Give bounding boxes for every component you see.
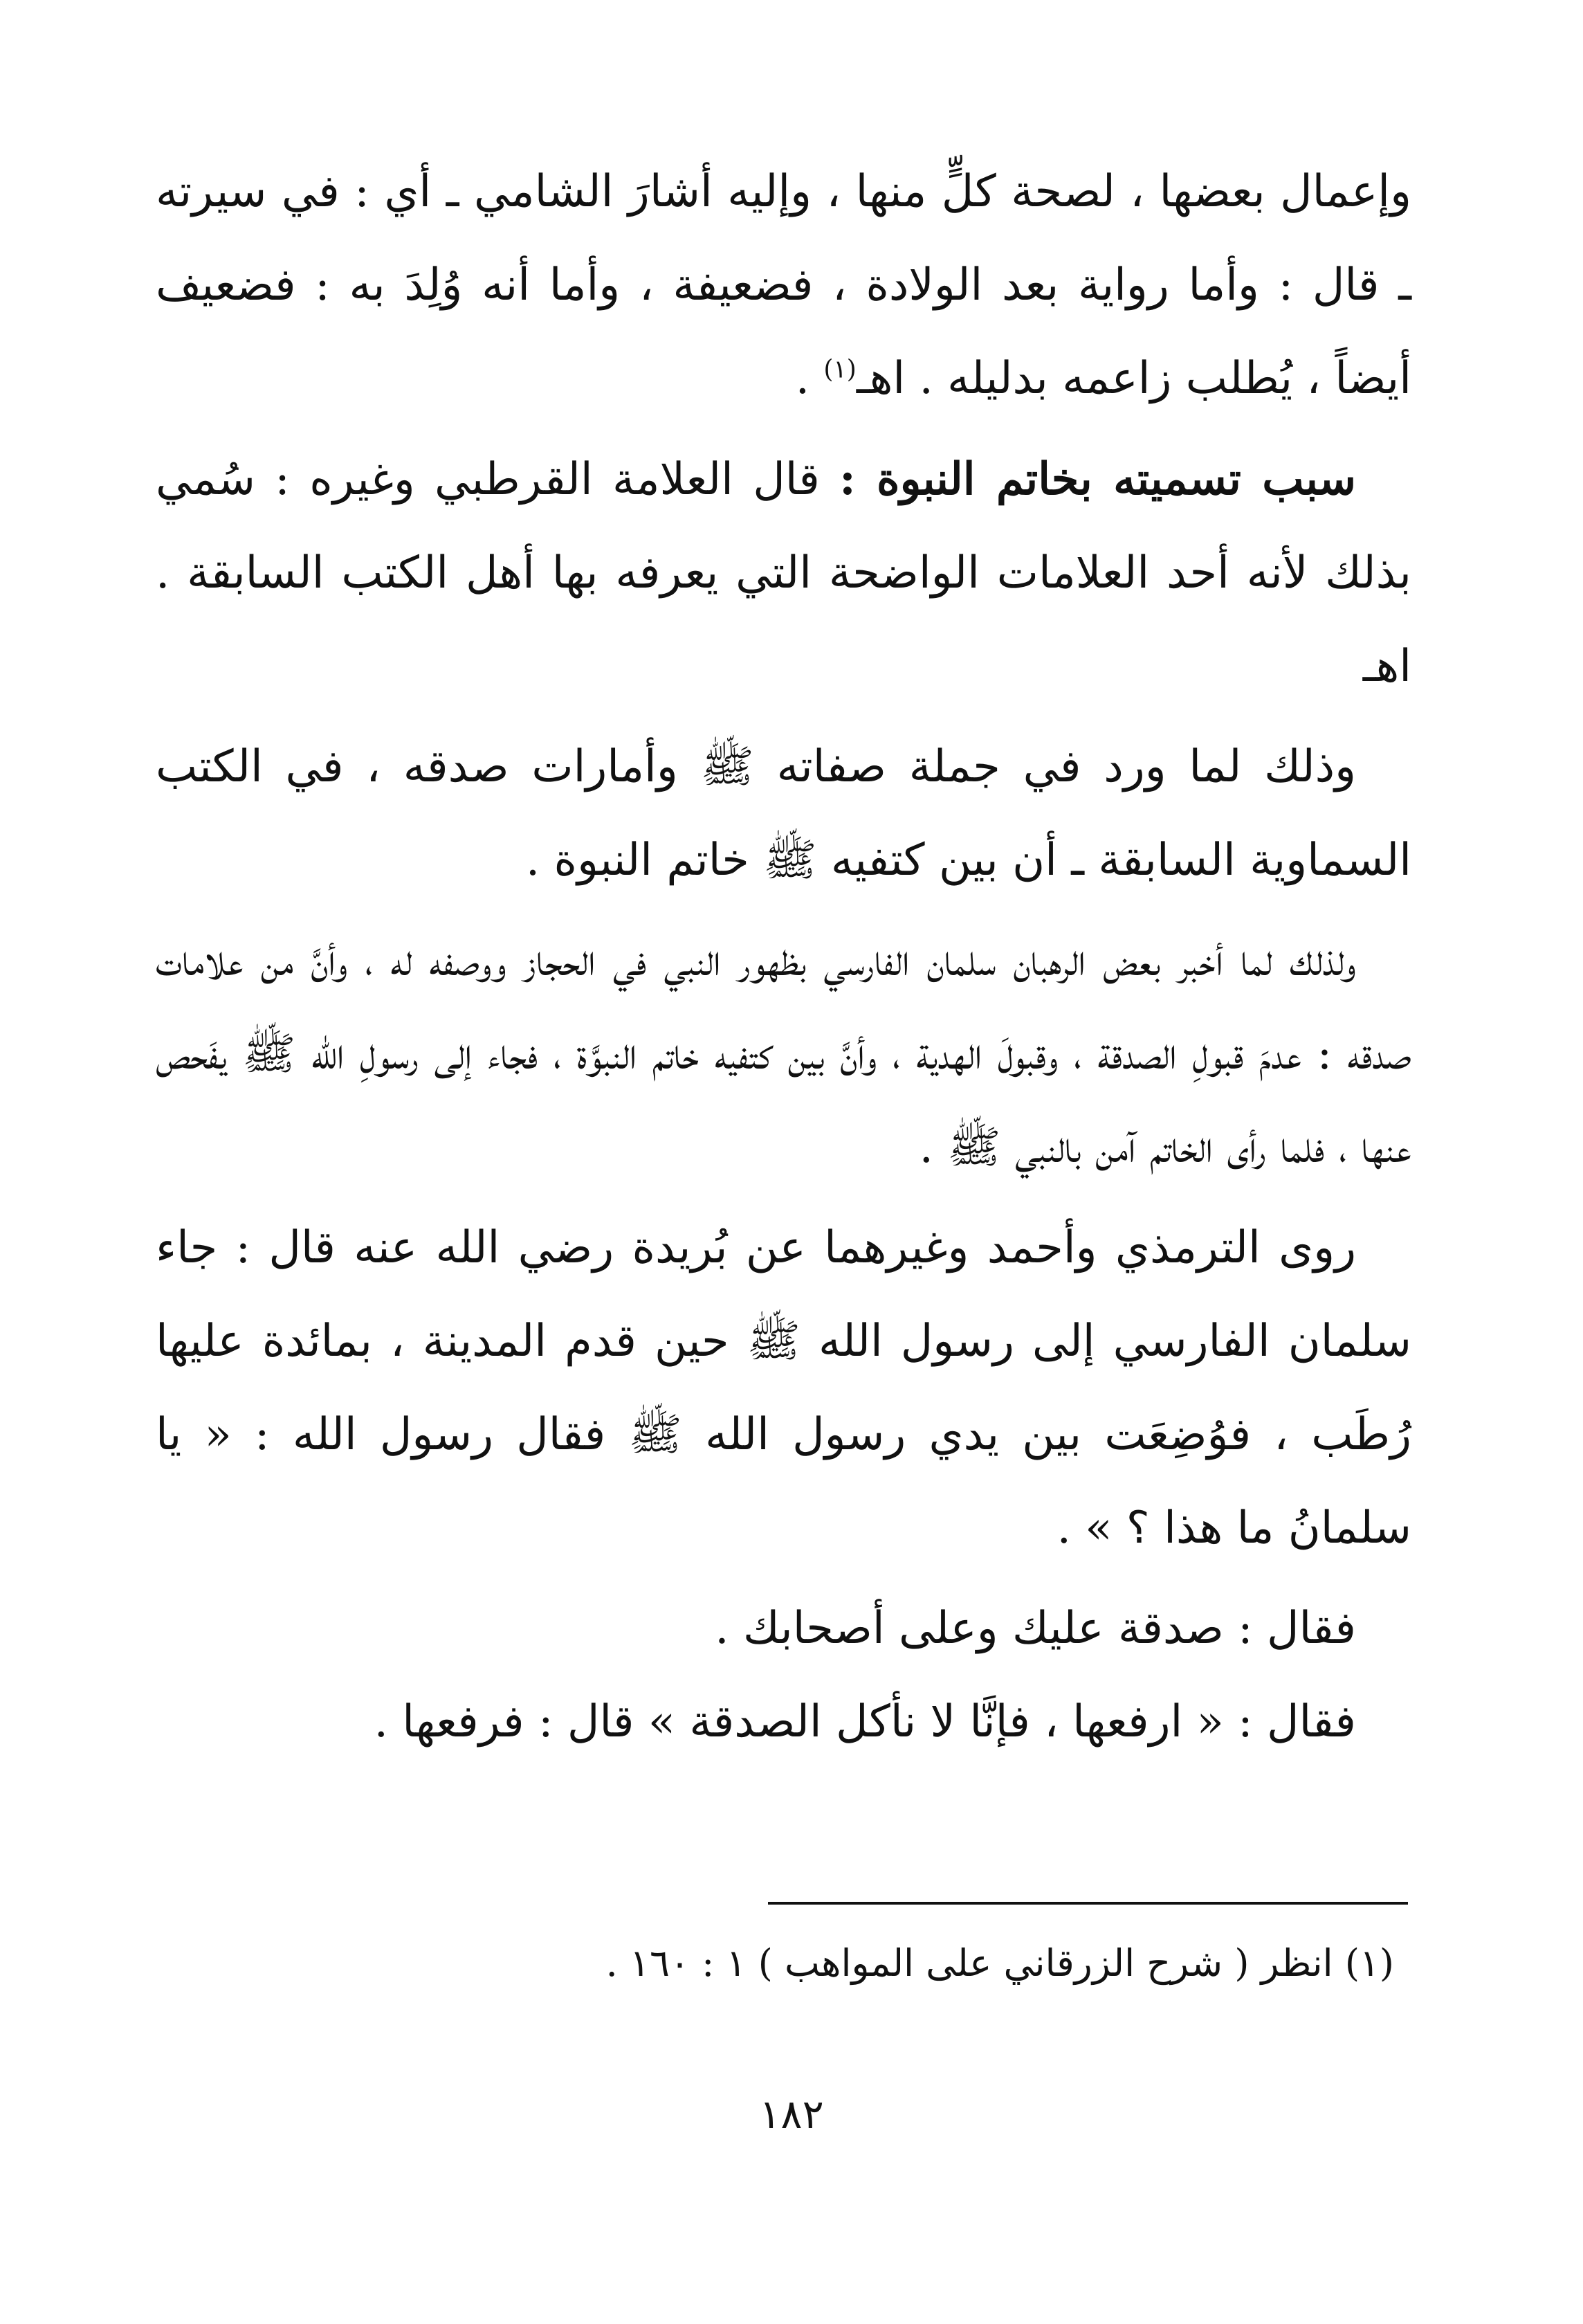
paragraph-2 <box>156 433 1411 714</box>
footnote-separator <box>768 1902 1408 1905</box>
page-number: ١٨٢ <box>759 2091 824 2138</box>
paragraph-7: فقال : « ارفعها ، فإنَّا لا نأكل الصدقة » قال : فرفعها . <box>374 1696 1356 1747</box>
footnote-reference[interactable]: (١) <box>823 355 857 384</box>
paragraph-6: فقال : صدقة عليك وعلى أصحابك . <box>715 1603 1356 1654</box>
paragraph-1-end: . <box>795 353 824 404</box>
main-text <box>156 145 1411 1769</box>
paragraph-2-text: قال العلامة القرطبي وغيره : سُمي بذلك لأنه أحد العلامات الواضحة التي يعرفه بها أهل الكتب السابقة . اهـ <box>156 454 1411 692</box>
footnote: (١) انظر ( شرح الزرقاني على المواهب ) ١ : ١٦٠ . <box>605 1941 1394 1985</box>
paragraph-1-text: وإعمال بعضها ، لصحة كلٍّ منها ، وإليه أشارَ الشامي ـ أي : في سيرته ـ قال : وأما رواية بعد الولادة ، فضعيفة ، وأما أنه وُلِدَ به : فضعيف أيضاً ، يُطلب زاعمه بدليله . اهـ <box>156 166 1411 404</box>
paragraph-4: ولذلك لما أخبر بعض الرهبان سلمان الفارسي بظهور النبي في الحجاز ووصفه له ، وأنَّ من علامات صدقه : عدمَ قبولِ الصدقة ، وقبولَ الهدية ، وأنَّ بين كتفيه خاتم النبوَّة ، فجاء إلى رسولِ الله ﷺ يفَحص عنها ، فلما رأى الخاتم آمن بالنبي ﷺ . <box>156 935 1411 1173</box>
paragraph-5: روى الترمذي وأحمد وغيرهما عن بُريدة رضي الله عنه قال : جاء سلمان الفارسي إلى رسول الله ﷺ حين قدم المدينة ، بمائدة عليها رُطَب ، فوُضِعَت بين يدي رسول الله ﷺ فقال رسول الله : « يا سلمانُ ما هذا ؟ » . <box>156 1222 1411 1554</box>
section-heading: سبب تسميته بخاتم النبوة : <box>839 453 1357 505</box>
paragraph-3: وذلك لما ورد في جملة صفاته ﷺ وأمارات صدقه ، في الكتب السماوية السابقة ـ أن بين كتفيه ﷺ خاتم النبوة . <box>156 741 1411 886</box>
paragraph-1 <box>156 145 1411 426</box>
